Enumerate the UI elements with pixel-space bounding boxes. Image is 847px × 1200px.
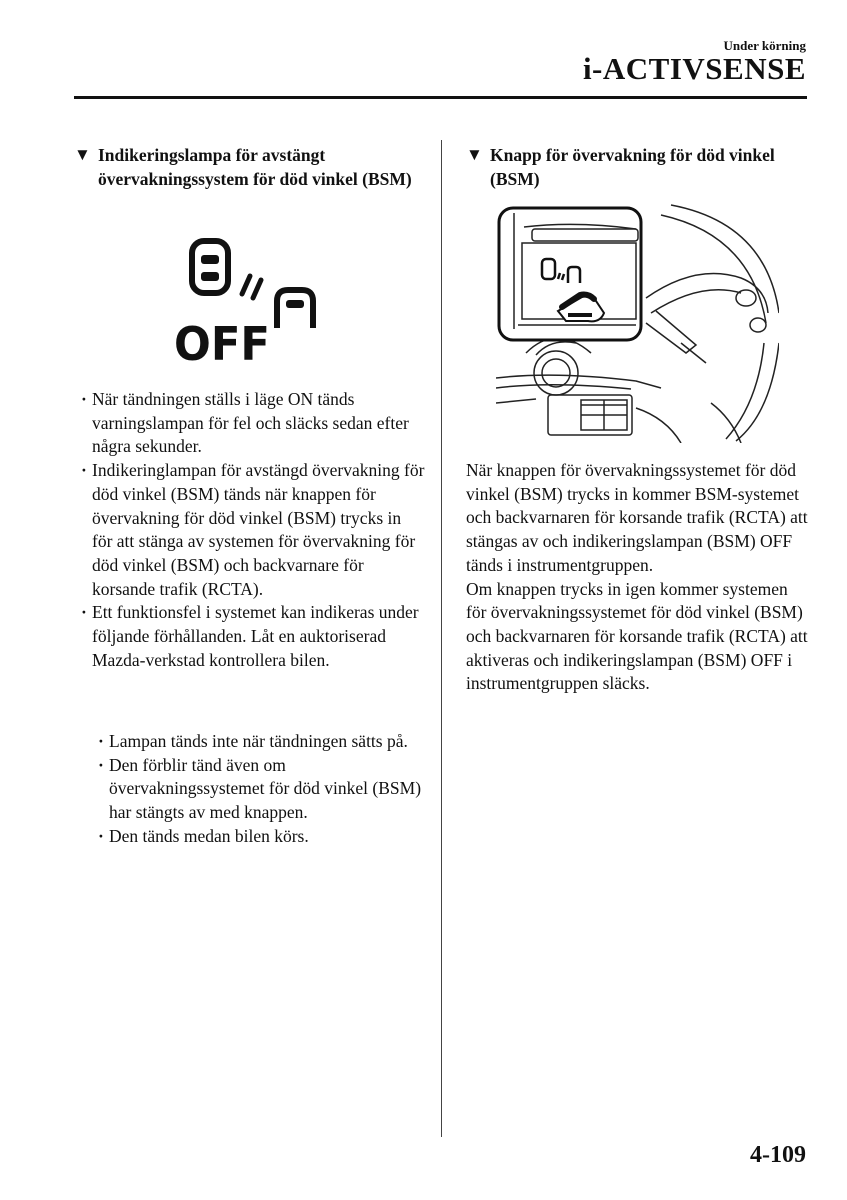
bsm-button-illustration bbox=[496, 203, 779, 443]
right-heading bbox=[466, 143, 796, 191]
list-item: · När tändningen ställs i läge ON tänds varningslampan för fel och släcks sedan efter några sekunder. bbox=[75, 388, 425, 459]
bsm-off-indicator-icon bbox=[172, 236, 320, 366]
list-item: · Ett funktionsfel i systemet kan indikeras under följande förhållanden. Låt en auktoriserad Mazda-verkstad kontrollera bilen. bbox=[75, 601, 425, 672]
chapter-title: i-ACTIVSENSE bbox=[582, 51, 806, 86]
right-paragraphs bbox=[466, 459, 811, 696]
triangle-bullet-icon: ▼ bbox=[74, 145, 91, 164]
section-label: Under körning bbox=[723, 38, 806, 53]
list-item: · Den förblir tänd även om övervakningssystemet för död vinkel (BSM) har stängts av med knappen. bbox=[92, 754, 422, 825]
left-sub-bullet-list bbox=[92, 730, 422, 849]
header-rule bbox=[74, 96, 807, 99]
paragraph: Om knappen trycks in igen kommer systemen för övervakningssystemet för död vinkel (BSM) och backvarnaren för korsande trafik (RCTA) att aktiveras och indikeringslampan (BSM) OFF i instrumentgruppen släcks. bbox=[466, 578, 808, 694]
left-heading bbox=[74, 143, 414, 191]
list-item: · Indikeringlampan för avstängd övervakning för död vinkel (BSM) tänds när knappen för övervakning för död vinkel (BSM) trycks in för att stänga av systemen för övervakning för död vinkel (BSM) och backvarnare för korsande trafik (RCTA). bbox=[75, 459, 425, 601]
off-label: OFF bbox=[174, 317, 270, 366]
left-bullet-list bbox=[75, 388, 425, 672]
list-item: · Den tänds medan bilen körs. bbox=[92, 825, 422, 849]
page-number: 4-109 bbox=[750, 1142, 806, 1168]
list-item: · Lampan tänds inte när tändningen sätts på. bbox=[92, 730, 422, 754]
left-heading-text: Indikeringslampa för avstängt övervakningssystem för död vinkel (BSM) bbox=[98, 145, 412, 189]
column-divider bbox=[441, 140, 442, 1137]
right-heading-text: Knapp för övervakning för död vinkel (BSM) bbox=[490, 145, 775, 189]
paragraph: När knappen för övervakningssystemet för död vinkel (BSM) trycks in kommer BSM-systemet och backvarnaren för korsande trafik (RCTA) att stängas av och indikeringslampan (BSM) OFF tänds i instrumentgruppen. bbox=[466, 460, 808, 575]
triangle-bullet-icon: ▼ bbox=[466, 145, 483, 164]
